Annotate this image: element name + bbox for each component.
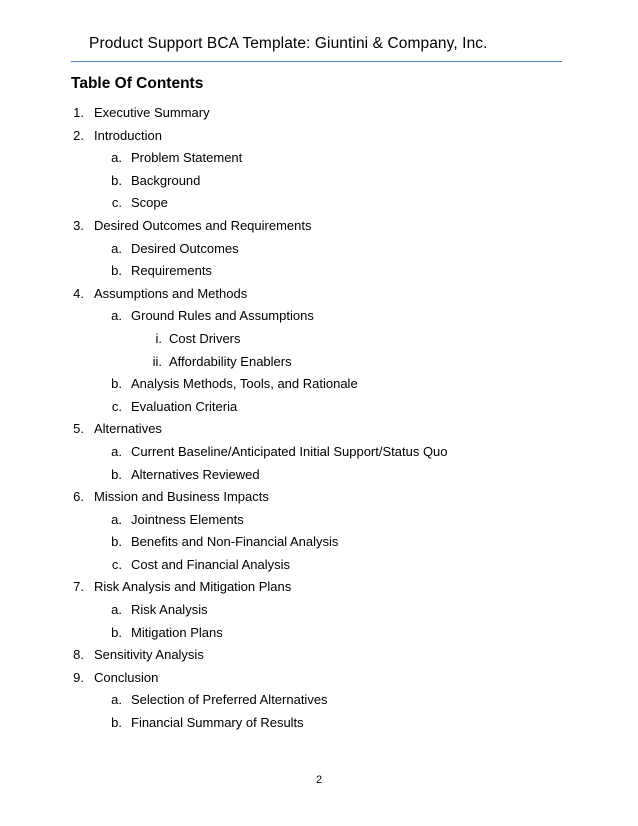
toc-entry-marker: 5. [73,421,84,437]
toc-entry-text: Alternatives Reviewed [131,466,260,482]
toc-entry-marker: 4. [73,285,84,301]
toc-entry-marker: a. [111,511,122,527]
toc-list [0,102,638,735]
toc-entry-marker: b. [111,624,122,640]
toc-entry-text: Cost Drivers [169,330,241,346]
toc-entry-marker: i. [155,330,162,346]
toc-entry-text: Selection of Preferred Alternatives [131,692,328,708]
toc-entry [0,147,638,170]
toc-entry-marker: a. [111,308,122,324]
toc-title: Table Of Contents [71,75,204,92]
toc-entry-text: Risk Analysis [131,602,208,618]
toc-entry [0,170,638,193]
toc-entry [0,215,638,238]
toc-entry-text: Background [131,172,201,188]
toc-entry [0,396,638,419]
toc-entry-text: Assumptions and Methods [94,285,248,301]
toc-entry-marker: 8. [73,647,84,663]
toc-entry-text: Scope [131,195,168,211]
toc-entry-marker: b. [111,534,122,550]
toc-entry-marker: c. [111,556,122,572]
toc-entry [0,644,638,667]
toc-entry-text: Jointness Elements [131,511,244,527]
toc-entry [0,667,638,690]
toc-entry-text: Mission and Business Impacts [94,489,269,505]
toc-entry-text: Requirements [131,263,212,279]
page-header-title: Product Support BCA Template: Giuntini & Company, Inc. [89,35,488,52]
toc-entry [0,486,638,509]
toc-entry-marker: a. [111,150,122,166]
toc-entry [0,305,638,328]
toc-entry-text: Cost and Financial Analysis [131,556,290,572]
toc-entry [0,576,638,599]
toc-entry-text: Desired Outcomes [131,240,239,256]
toc-entry-text: Affordability Enablers [169,353,292,369]
toc-entry-marker: a. [111,240,122,256]
toc-entry [0,192,638,215]
toc-entry [0,328,638,351]
toc-entry [0,125,638,148]
toc-entry-text: Alternatives [94,421,162,437]
toc-entry-text: Current Baseline/Anticipated Initial Support/Status Quo [131,443,448,459]
toc-entry-text: Evaluation Criteria [131,398,238,414]
toc-entry-marker: b. [111,466,122,482]
toc-entry-marker: 7. [73,579,84,595]
toc-entry [0,351,638,374]
toc-entry-marker: 2. [73,127,84,143]
toc-entry-text: Mitigation Plans [131,624,223,640]
header-divider [71,61,562,62]
toc-entry-marker: b. [111,263,122,279]
toc-entry-marker: c. [111,195,122,211]
toc-entry [0,238,638,261]
toc-entry-text: Benefits and Non-Financial Analysis [131,534,339,550]
toc-entry [0,373,638,396]
toc-entry-text: Analysis Methods, Tools, and Rationale [131,376,358,392]
toc-entry [0,531,638,554]
toc-entry-marker: 9. [73,669,84,685]
toc-entry-marker: a. [111,602,122,618]
toc-entry [0,102,638,125]
toc-entry [0,554,638,577]
toc-entry [0,283,638,306]
toc-entry-text: Executive Summary [94,105,210,120]
toc-entry-marker: b. [111,172,122,188]
toc-entry-text: Problem Statement [131,150,243,166]
toc-entry-marker: b. [111,715,122,731]
toc-entry-marker: 6. [73,489,84,505]
toc-entry [0,464,638,487]
toc-entry [0,509,638,532]
toc-entry [0,418,638,441]
toc-entry [0,689,638,712]
toc-entry-text: Introduction [94,127,162,143]
toc-entry [0,441,638,464]
page-number: 2 [315,774,323,786]
toc-entry-text: Conclusion [94,669,159,685]
toc-entry [0,260,638,283]
toc-entry-text: Financial Summary of Results [131,715,304,731]
toc-entry-marker: a. [111,692,122,708]
toc-entry [0,712,638,735]
toc-entry-text: Desired Outcomes and Requirements [94,217,312,233]
toc-entry-marker: a. [111,443,122,459]
toc-entry-marker: ii. [152,353,162,369]
toc-entry-marker: 3. [73,217,84,233]
toc-entry-text: Ground Rules and Assumptions [131,308,314,324]
toc-entry [0,622,638,645]
toc-entry-marker: 1. [73,105,84,120]
toc-entry-marker: b. [111,376,122,392]
toc-entry-marker: c. [111,398,122,414]
toc-entry [0,599,638,622]
toc-entry-text: Risk Analysis and Mitigation Plans [94,579,292,595]
toc-entry-text: Sensitivity Analysis [94,647,204,663]
